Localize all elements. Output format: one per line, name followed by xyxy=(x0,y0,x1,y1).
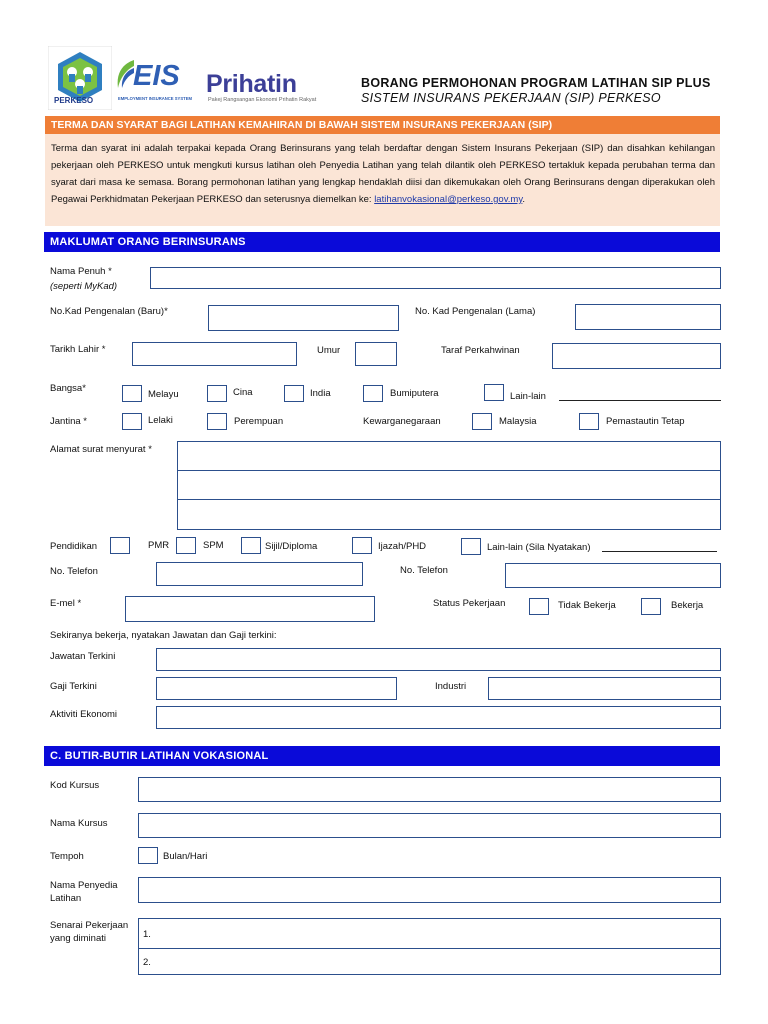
age-input[interactable] xyxy=(355,342,397,366)
eis-logo-text: EIS xyxy=(133,60,180,92)
industry-label: Industri xyxy=(435,681,467,692)
industry-input[interactable] xyxy=(488,677,721,700)
ic-new-input[interactable] xyxy=(208,305,399,331)
edu-ijazah-checkbox[interactable] xyxy=(352,537,372,554)
economic-activity-label: Aktiviti Ekonomi xyxy=(50,709,118,720)
section-training-heading: C. BUTIR-BUTIR LATIHAN VOKASIONAL xyxy=(44,746,720,766)
job-item-1: 1. xyxy=(143,929,151,940)
phone2-label: No. Telefon xyxy=(400,565,448,576)
edu-other-line[interactable] xyxy=(602,551,717,552)
phone1-input[interactable] xyxy=(156,562,363,586)
full-name-label: Nama Penuh * xyxy=(50,266,112,277)
form-title: BORANG PERMOHONAN PROGRAM LATIHAN SIP PLUS xyxy=(361,76,711,90)
edu-pmr-label: PMR xyxy=(148,540,170,551)
edu-spm-checkbox[interactable] xyxy=(176,537,196,554)
education-label: Pendidikan xyxy=(50,541,98,552)
race-cina-checkbox[interactable] xyxy=(207,385,227,402)
jobs-label-line2: yang diminati xyxy=(50,933,106,944)
race-india-checkbox[interactable] xyxy=(284,385,304,402)
full-name-input[interactable] xyxy=(150,267,721,289)
edu-ijazah-label: Ijazah/PHD xyxy=(378,541,427,552)
salary-label: Gaji Terkini xyxy=(50,681,97,692)
ic-new-label: No.Kad Pengenalan (Baru)* xyxy=(50,306,168,317)
jobs-divider xyxy=(139,948,720,949)
race-lainlain-checkbox[interactable] xyxy=(484,384,504,401)
race-label: Bangsa* xyxy=(50,383,86,394)
perkeso-logo-text: PERKESO xyxy=(54,96,94,105)
form-subtitle: SISTEM INSURANS PEKERJAAN (SIP) PERKESO xyxy=(361,91,661,105)
terms-end: . xyxy=(522,194,526,205)
race-bumiputera-label: Bumiputera xyxy=(390,388,439,399)
race-bumiputera-checkbox[interactable] xyxy=(363,385,383,402)
position-input[interactable] xyxy=(156,648,721,671)
employment-status-label: Status Pekerjaan xyxy=(433,598,506,609)
job-item-2: 2. xyxy=(143,957,151,968)
terms-text: Terma dan syarat ini adalah terpakai kepada Orang Berinsurans yang telah berdaftar dengan Sistem Insurans Pekerjaan (SIP) dan disahkan kehilangan pekerjaan oleh PERKESO untuk mengkuti kursus latihan oleh Penyedia Latihan yang telah dilantik oleh PERKESO tertakluk kepada perubahan terma dan syarat dari masa ke semasa. Borang permohonan latihan yang lengkap hendaklah diisi dan dikemukakan oleh Orang Berinsurans dengan diperakukan oleh Pegawai Perkhidmatan Pekerjaan PERKESO dan seterusnya diemelkan ke: xyxy=(51,143,715,205)
ic-old-label: No. Kad Pengenalan (Lama) xyxy=(415,306,536,317)
duration-unit: Bulan/Hari xyxy=(163,851,208,862)
status-employed-checkbox[interactable] xyxy=(641,598,661,615)
status-employed-label: Bekerja xyxy=(671,600,704,611)
age-label: Umur xyxy=(317,345,341,356)
citizenship-pr-label: Pemastautin Tetap xyxy=(606,416,685,427)
eis-subtitle: EMPLOYMENT INSURANCE SYSTEM xyxy=(118,96,192,101)
address-divider-1 xyxy=(178,470,720,471)
phone1-label: No. Telefon xyxy=(50,566,98,577)
email-link[interactable]: latihanvokasional@perkeso.gov.my xyxy=(374,194,523,205)
citizenship-malaysia-label: Malaysia xyxy=(499,416,537,427)
edu-other-checkbox[interactable] xyxy=(461,538,481,555)
status-unemployed-label: Tidak Bekerja xyxy=(558,600,616,611)
address-label: Alamat surat menyurat * xyxy=(50,444,152,455)
dob-label: Tarikh Lahir * xyxy=(50,344,106,355)
terms-heading: TERMA DAN SYARAT BAGI LATIHAN KEMAHIRAN DI BAWAH SISTEM INSURANS PEKERJAAN (SIP) xyxy=(45,116,720,134)
address-input[interactable] xyxy=(177,441,721,530)
phone2-input[interactable] xyxy=(505,563,721,588)
edu-spm-label: SPM xyxy=(203,540,224,551)
prihatin-logo-text: Prihatin xyxy=(206,70,297,98)
race-melayu-checkbox[interactable] xyxy=(122,385,142,402)
edu-diploma-label: Sijil/Diploma xyxy=(265,541,318,552)
gender-perempuan-checkbox[interactable] xyxy=(207,413,227,430)
marital-label: Taraf Perkahwinan xyxy=(441,345,520,356)
course-code-input[interactable] xyxy=(138,777,721,802)
gender-lelaki-label: Lelaki xyxy=(148,415,173,426)
salary-input[interactable] xyxy=(156,677,397,700)
jobs-input[interactable] xyxy=(138,918,721,975)
marital-input[interactable] xyxy=(552,343,721,369)
gender-perempuan-label: Perempuan xyxy=(234,416,284,427)
status-unemployed-checkbox[interactable] xyxy=(529,598,549,615)
provider-label-line2: Latihan xyxy=(50,893,82,904)
edu-pmr-checkbox[interactable] xyxy=(110,537,130,554)
dob-input[interactable] xyxy=(132,342,297,366)
race-other-line[interactable] xyxy=(559,400,721,401)
email-input[interactable] xyxy=(125,596,375,622)
email-label: E-mel * xyxy=(50,598,82,609)
full-name-note: (seperti MyKad) xyxy=(50,281,118,292)
race-lainlain-label: Lain-lain xyxy=(510,391,546,402)
position-label: Jawatan Terkini xyxy=(50,651,116,662)
duration-input[interactable] xyxy=(138,847,158,864)
race-cina-label: Cina xyxy=(233,387,253,398)
jobs-label-line1: Senarai Pekerjaan xyxy=(50,920,129,931)
course-name-input[interactable] xyxy=(138,813,721,838)
duration-label: Tempoh xyxy=(50,851,84,862)
provider-input[interactable] xyxy=(138,877,721,903)
prihatin-subtitle: Pakej Rangsangan Ekonomi Prihatin Rakyat xyxy=(208,97,317,103)
edu-other-label: Lain-lain (Sila Nyatakan) xyxy=(487,542,591,553)
if-employed-note: Sekiranya bekerja, nyatakan Jawatan dan Gaji terkini: xyxy=(50,630,277,641)
gender-label: Jantina * xyxy=(50,416,87,427)
provider-label-line1: Nama Penyedia xyxy=(50,880,118,891)
economic-activity-input[interactable] xyxy=(156,706,721,729)
terms-body xyxy=(45,134,720,226)
course-name-label: Nama Kursus xyxy=(50,818,108,829)
citizenship-malaysia-checkbox[interactable] xyxy=(472,413,492,430)
course-code-label: Kod Kursus xyxy=(50,780,100,791)
ic-old-input[interactable] xyxy=(575,304,721,330)
edu-diploma-checkbox[interactable] xyxy=(241,537,261,554)
gender-lelaki-checkbox[interactable] xyxy=(122,413,142,430)
address-divider-2 xyxy=(178,499,720,500)
race-melayu-label: Melayu xyxy=(148,389,179,400)
section-insured-heading: MAKLUMAT ORANG BERINSURANS xyxy=(44,232,720,252)
race-india-label: India xyxy=(310,388,331,399)
citizenship-pr-checkbox[interactable] xyxy=(579,413,599,430)
citizenship-label: Kewarganegaraan xyxy=(363,416,441,427)
